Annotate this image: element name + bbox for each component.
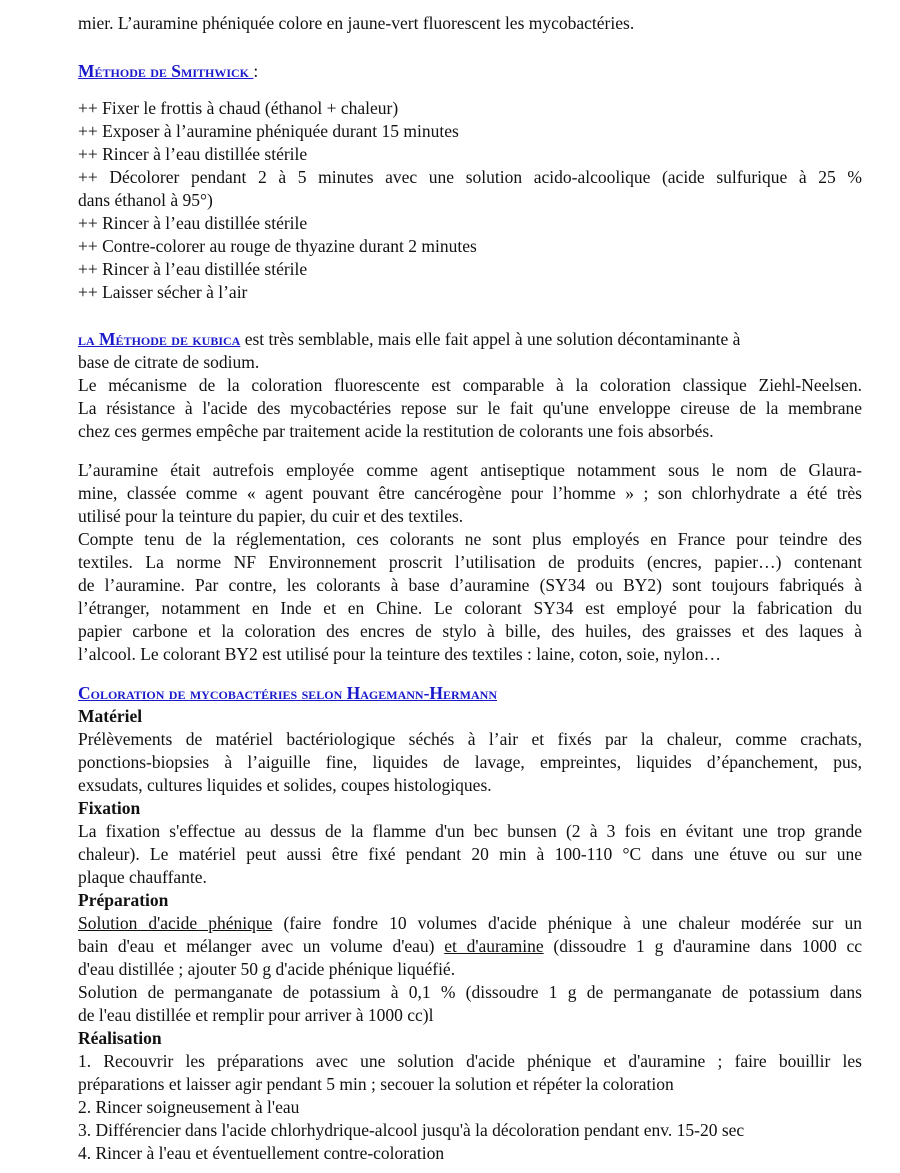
- auramine-text: textiles. La norme NF Environnement proscrit l’utilisation de produits (encres, papier…) contenant: [78, 552, 862, 572]
- smithwick-step: ++ Rincer à l’eau distillée stérile: [78, 213, 308, 233]
- hagemann-link[interactable]: Coloration de mycobactéries selon Hagemann-Hermann: [78, 683, 498, 703]
- auramine-text: utilisé pour la teinture du papier, du cuir et des textiles.: [78, 506, 464, 526]
- kubica-link[interactable]: la Méthode de kubica: [78, 329, 241, 349]
- fixation-heading: Fixation: [78, 798, 141, 818]
- fixation-text: La fixation s'effectue au dessus de la flamme d'un bec bunsen (2 à 3 fois en évitant une trop grande: [78, 821, 862, 841]
- auramine-text: Compte tenu de la réglementation, ces colorants ne sont plus employés en France pour teindre des: [78, 529, 862, 549]
- preparation-text: [78, 912, 862, 935]
- smithwick-link[interactable]: Méthode de Smithwick: [78, 61, 254, 81]
- preparation-text: Solution de permanganate de potassium à 0,1 % (dissoudre 1 g de permanganate de potassium dans: [78, 982, 862, 1002]
- auramine-text: L’auramine était autrefois employée comme agent antiseptique notamment sous le nom de Glaura-: [78, 460, 862, 480]
- auramine-text: l’alcool. Le colorant BY2 est utilisé pour la teinture des textiles : laine, coton, soie, nylon…: [78, 644, 721, 664]
- kubica-text: chez ces germes empêche par traitement acide la restitution de colorants une fois absorbés.: [78, 421, 714, 441]
- kubica-first-line-text: est très semblable, mais elle fait appel à une solution décontaminante à: [240, 329, 741, 349]
- fixation-text: plaque chauffante.: [78, 867, 207, 887]
- auramine-text: mine, classée comme « agent pouvant être cancérogène pour l’homme » ; son chlorhydrate a été très: [78, 483, 862, 503]
- smithwick-heading-line: [78, 60, 862, 83]
- realisation-step: 4. Rincer à l'eau et éventuellement contre-coloration: [78, 1143, 445, 1163]
- preparation-heading: Préparation: [78, 890, 169, 910]
- auramine-text: papier carbone et la coloration des encres de stylo à bille, des huiles, des graisses et des laques à: [78, 621, 862, 641]
- auramine-term: et d'auramine: [444, 936, 544, 956]
- realisation-step: 1. Recouvrir les préparations avec une solution d'acide phénique et d'auramine ; faire bouillir les: [78, 1051, 862, 1071]
- kubica-first-line: [78, 328, 862, 351]
- smithwick-step: ++ Décolorer pendant 2 à 5 minutes avec une solution acido-alcoolique (acide sulfurique à 25 %: [78, 167, 862, 187]
- smithwick-step: ++ Rincer à l’eau distillée stérile: [78, 259, 308, 279]
- kubica-text: base de citrate de sodium.: [78, 352, 260, 372]
- smithwick-step: ++ Fixer le frottis à chaud (éthanol + chaleur): [78, 98, 399, 118]
- smithwick-colon: :: [253, 61, 259, 81]
- hagemann-heading-line: [78, 682, 862, 705]
- materiel-heading: Matériel: [78, 706, 143, 726]
- auramine-text: de l’auramine. Par contre, les colorants à base d’auramine (SY34 ou BY2) sont toujours fabriqués à: [78, 575, 862, 595]
- smithwick-step: ++ Rincer à l’eau distillée stérile: [78, 144, 308, 164]
- preparation-text: d'eau distillée ; ajouter 50 g d'acide phénique liquéfié.: [78, 959, 456, 979]
- smithwick-step: ++ Laisser sécher à l’air: [78, 282, 248, 302]
- realisation-step: préparations et laisser agir pendant 5 min ; secouer la solution et répéter la coloration: [78, 1074, 674, 1094]
- smithwick-step: ++ Exposer à l’auramine phéniquée durant 15 minutes: [78, 121, 459, 141]
- preparation-text-part: (faire fondre 10 volumes d'acide phénique à une chaleur modérée sur un: [272, 913, 862, 933]
- materiel-text: Prélèvements de matériel bactériologique séchés à l’air et fixés par la chaleur, comme crachats,: [78, 729, 862, 749]
- preparation-text-part: (dissoudre 1 g d'auramine dans 1000 cc: [543, 936, 862, 956]
- preparation-text-part: bain d'eau et mélanger avec un volume d'eau): [78, 936, 445, 956]
- preparation-text: [78, 935, 862, 958]
- materiel-text: exsudats, cultures liquides et solides, coupes histologiques.: [78, 775, 492, 795]
- fixation-text: chaleur). Le matériel peut aussi être fixé pendant 20 min à 100-110 °C dans une étuve ou sur une: [78, 844, 862, 864]
- realisation-heading: Réalisation: [78, 1028, 162, 1048]
- smithwick-step: ++ Contre-colorer au rouge de thyazine durant 2 minutes: [78, 236, 477, 256]
- realisation-step: 3. Différencier dans l'acide chlorhydrique-alcool jusqu'à la décoloration pendant env. 15-20 sec: [78, 1120, 745, 1140]
- realisation-step: 2. Rincer soigneusement à l'eau: [78, 1097, 300, 1117]
- acid-solution-term: Solution d'acide phénique: [78, 913, 273, 933]
- smithwick-step: dans éthanol à 95°): [78, 190, 213, 210]
- kubica-text: Le mécanisme de la coloration fluorescente est comparable à la coloration classique Ziehl-Neelsen.: [78, 375, 862, 395]
- kubica-text: La résistance à l'acide des mycobactéries repose sur le fait qu'une enveloppe cireuse de la membrane: [78, 398, 862, 418]
- preparation-text: de l'eau distillée et remplir pour arriver à 1000 cc)l: [78, 1005, 434, 1025]
- intro-text: mier. L’auramine phéniquée colore en jaune-vert fluorescent les mycobactéries.: [78, 13, 635, 33]
- auramine-text: l’étranger, notamment en Inde et en Chine. Le colorant SY34 est employé pour la fabrication du: [78, 598, 862, 618]
- materiel-text: ponctions-biopsies à l’aiguille fine, liquides de lavage, empreintes, liquides d’épanchement, pus,: [78, 752, 862, 772]
